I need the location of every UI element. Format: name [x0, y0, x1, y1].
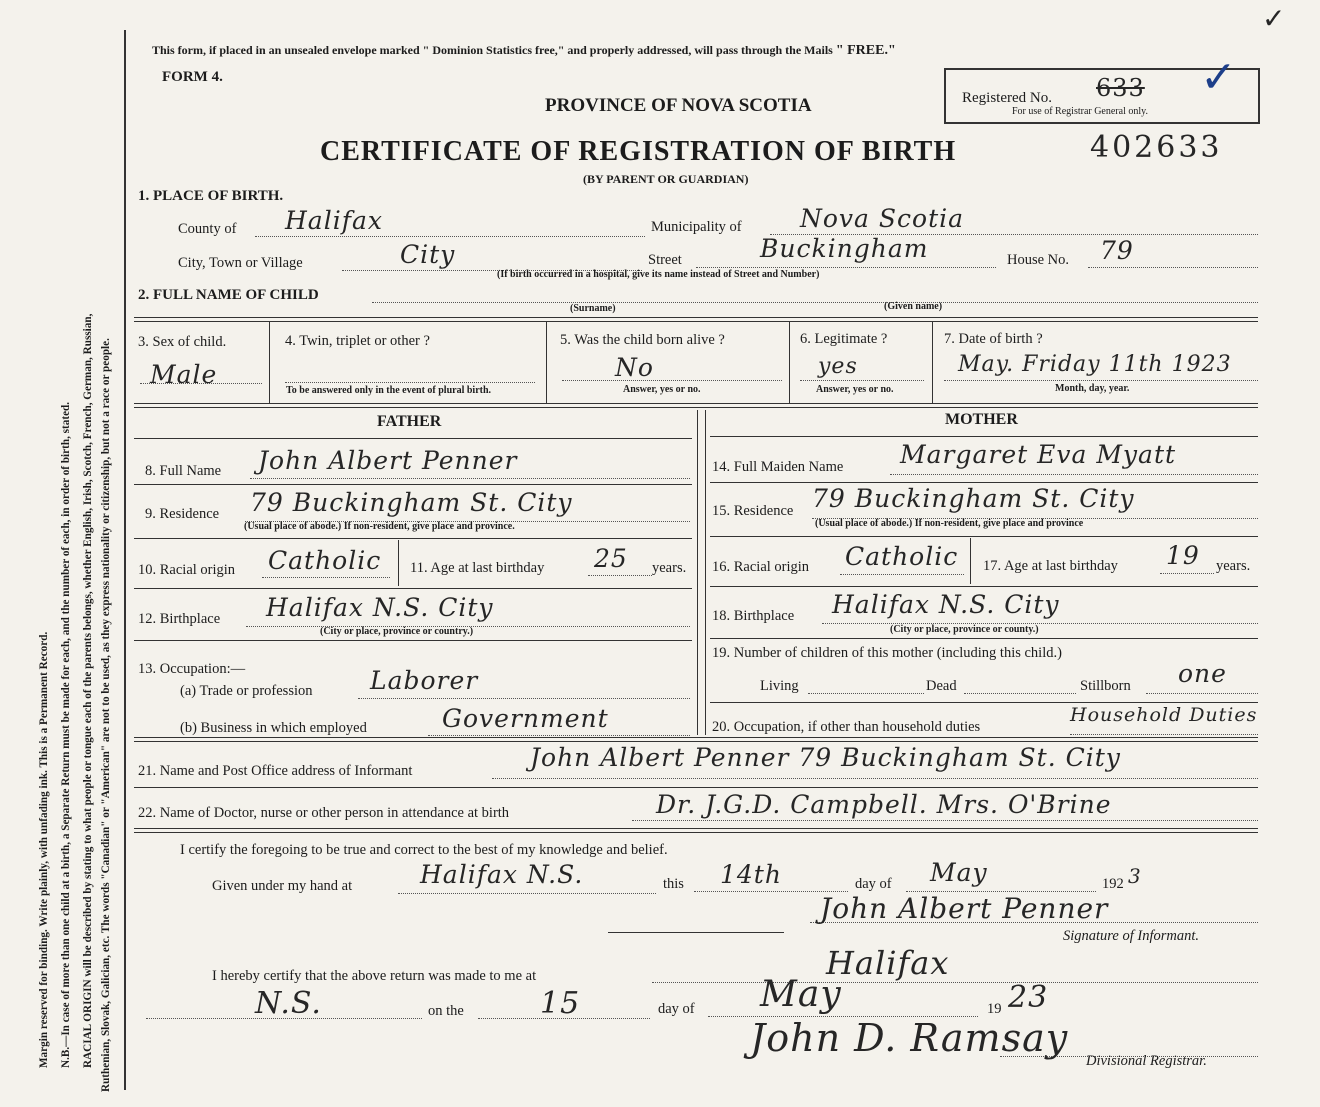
street-value: Buckingham — [760, 234, 929, 263]
registrar-month-value: May — [760, 974, 842, 1015]
twin-label: 4. Twin, triplet or other ? — [285, 333, 430, 349]
legitimate-note: Answer, yes or no. — [816, 384, 894, 395]
dead-label: Dead — [926, 678, 957, 694]
father-residence-label: 9. Residence — [145, 506, 220, 522]
certificate-number: 402633 — [1090, 130, 1223, 165]
father-residence-value: 79 Buckingham St. City — [250, 488, 573, 517]
house-value: 79 — [1100, 236, 1134, 265]
child-name-label: 2. FULL NAME OF CHILD — [138, 287, 319, 303]
this-label: this — [663, 876, 684, 892]
doctor-value: Dr. J.G.D. Campbell. Mrs. O'Brine — [656, 790, 1112, 819]
registrar-place-value: Halifax — [826, 944, 950, 982]
mother-residence-label: 15. Residence — [712, 503, 794, 519]
on-the-label: on the — [428, 1003, 464, 1019]
city-value: City — [400, 240, 456, 269]
given-dayof-label: day of — [855, 876, 892, 892]
stillborn-value: one — [1178, 659, 1227, 688]
registered-label: Registered No. — [962, 90, 1052, 106]
father-trade-value: Laborer — [370, 666, 479, 695]
municipality-value: Nova Scotia — [800, 204, 965, 233]
registrar-year-printed: 19 — [987, 1001, 1002, 1017]
certificate-title: CERTIFICATE OF REGISTRATION OF BIRTH — [320, 136, 957, 167]
mother-race-label: 16. Racial origin — [712, 559, 810, 575]
father-business-label: (b) Business in which employed — [180, 720, 367, 736]
father-age-label: 11. Age at last birthday — [410, 560, 545, 576]
informant-value: John Albert Penner 79 Buckingham St. City — [530, 743, 1121, 772]
sex-label: 3. Sex of child. — [138, 334, 227, 350]
house-label: House No. — [1007, 252, 1070, 268]
given-month-value: May — [930, 858, 988, 887]
county-label: County of — [178, 221, 237, 237]
mother-age-unit: years. — [1216, 558, 1251, 574]
mother-heading: MOTHER — [945, 411, 1018, 428]
form-number: FORM 4. — [162, 69, 223, 85]
street-note: (If birth occurred in a hospital, give its name instead of Street and Number) — [497, 269, 820, 280]
alive-value: No — [615, 353, 654, 382]
father-name-label: 8. Full Name — [145, 463, 222, 479]
margin-note-2: N.B.—In case of more than one child at a birth, a Separate Return must be made for each, and the number of each, in order of birth, stated. — [60, 401, 72, 1068]
margin-note-1: Margin reserved for binding. Write plainly, with unfading ink. This is a Permanent Record. — [38, 631, 50, 1068]
informant-signature: John Albert Penner — [820, 892, 1109, 925]
twin-note: To be answered only in the event of plural birth. — [286, 385, 492, 396]
mother-children-label: 19. Number of children of this mother (including this child.) — [712, 645, 1062, 661]
mother-name-value: Margaret Eva Myatt — [900, 440, 1177, 469]
father-age-value: 25 — [594, 544, 628, 573]
registrar-signature: John D. Ramsay — [750, 1016, 1069, 1060]
living-label: Living — [760, 678, 799, 694]
registrar-dayof-label: day of — [658, 1001, 695, 1017]
corner-checkmark-icon: ✓ — [1262, 2, 1287, 35]
city-label: City, Town or Village — [178, 255, 303, 271]
father-trade-label: (a) Trade or profession — [180, 683, 313, 699]
father-business-value: Government — [442, 704, 609, 733]
mother-birthplace-value: Halifax N.S. City — [832, 590, 1060, 619]
blue-checkmark-icon: ✓ — [1200, 52, 1238, 103]
dob-note: Month, day, year. — [1055, 383, 1130, 394]
sex-value: Male — [150, 360, 218, 389]
registrar-statement: I hereby certify that the above return was made to me at — [212, 968, 537, 984]
county-value: Halifax — [285, 206, 383, 235]
informant-signature-label: Signature of Informant. — [1063, 928, 1200, 944]
mother-residence-note: (Usual place of abode.) If non-resident, give place and province — [815, 518, 1084, 529]
informant-label: 21. Name and Post Office address of Informant — [138, 763, 413, 779]
alive-label: 5. Was the child born alive ? — [560, 332, 725, 348]
registrar-place2-value: N.S. — [255, 986, 322, 1021]
given-name-note: (Given name) — [884, 301, 943, 312]
place-of-birth-heading: 1. PLACE OF BIRTH. — [138, 188, 284, 204]
father-birthplace-value: Halifax N.S. City — [266, 593, 494, 622]
father-heading: FATHER — [377, 413, 442, 430]
mother-birthplace-label: 18. Birthplace — [712, 608, 795, 624]
dob-value: May. Friday 11th 1923 — [958, 352, 1232, 377]
mother-race-value: Catholic — [845, 542, 959, 571]
registrar-signature-label: Divisional Registrar. — [1086, 1053, 1207, 1069]
doctor-label: 22. Name of Doctor, nurse or other person in attendance at birth — [138, 805, 510, 821]
municipality-label: Municipality of — [651, 219, 742, 235]
certify-statement: I certify the foregoing to be true and correct to the best of my knowledge and belief. — [180, 842, 668, 858]
mother-birthplace-note: (City or place, province or county.) — [890, 624, 1039, 635]
father-name-value: John Albert Penner — [258, 446, 518, 475]
mother-name-label: 14. Full Maiden Name — [712, 459, 844, 475]
father-occupation-label: 13. Occupation:— — [138, 661, 246, 677]
dob-label: 7. Date of birth ? — [944, 331, 1043, 347]
mother-residence-value: 79 Buckingham St. City — [812, 484, 1135, 513]
father-age-unit: years. — [652, 560, 687, 576]
certificate-subtitle: (BY PARENT OR GUARDIAN) — [583, 172, 749, 186]
given-place-value: Halifax N.S. — [420, 860, 584, 889]
registrar-day-value: 15 — [540, 986, 581, 1021]
margin-note-3: RACIAL ORIGIN will be described by stating to what people or tongue each of the parents belongs, whether English, Irish, Scotch, French, German, Russian, — [82, 313, 94, 1068]
mail-note: This form, if placed in an unsealed envelope marked " Dominion Statistics free," and properly addressed, will pass through the Mails " FREE." — [152, 43, 896, 58]
given-year-value: 3 — [1128, 864, 1142, 888]
mother-age-label: 17. Age at last birthday — [983, 558, 1118, 574]
father-birthplace-note: (City or place, province or country.) — [320, 626, 474, 637]
father-race-value: Catholic — [268, 546, 382, 575]
registered-number: 633 — [1096, 74, 1145, 102]
surname-note: (Surname) — [570, 303, 616, 314]
registered-note: For use of Registrar General only. — [1012, 106, 1148, 117]
mother-occupation-value: Household Duties — [1070, 704, 1258, 726]
registrar-year-value: 23 — [1008, 980, 1049, 1015]
stillborn-label: Stillborn — [1080, 678, 1131, 694]
alive-note: Answer, yes or no. — [623, 384, 701, 395]
given-day-value: 14th — [720, 860, 782, 889]
mother-occupation-label: 20. Occupation, if other than household duties — [712, 719, 981, 735]
legitimate-label: 6. Legitimate ? — [800, 331, 888, 347]
given-year-printed: 192 — [1102, 876, 1124, 892]
legitimate-value: yes — [818, 354, 858, 379]
mother-age-value: 19 — [1166, 541, 1200, 570]
province-title: PROVINCE OF NOVA SCOTIA — [545, 95, 812, 116]
margin-note-4: Ruthenian, Slovak, Galician, etc. The words "Canadian" or "American" are not to be used, as they express nationality or citizenship, but not a race or people. — [100, 338, 112, 1092]
binding-margin-line — [124, 30, 126, 1090]
given-label: Given under my hand at — [212, 878, 353, 894]
father-residence-note: (Usual place of abode.) If non-resident, give place and province. — [244, 521, 515, 532]
father-race-label: 10. Racial origin — [138, 562, 236, 578]
street-label: Street — [648, 252, 682, 268]
father-birthplace-label: 12. Birthplace — [138, 611, 221, 627]
